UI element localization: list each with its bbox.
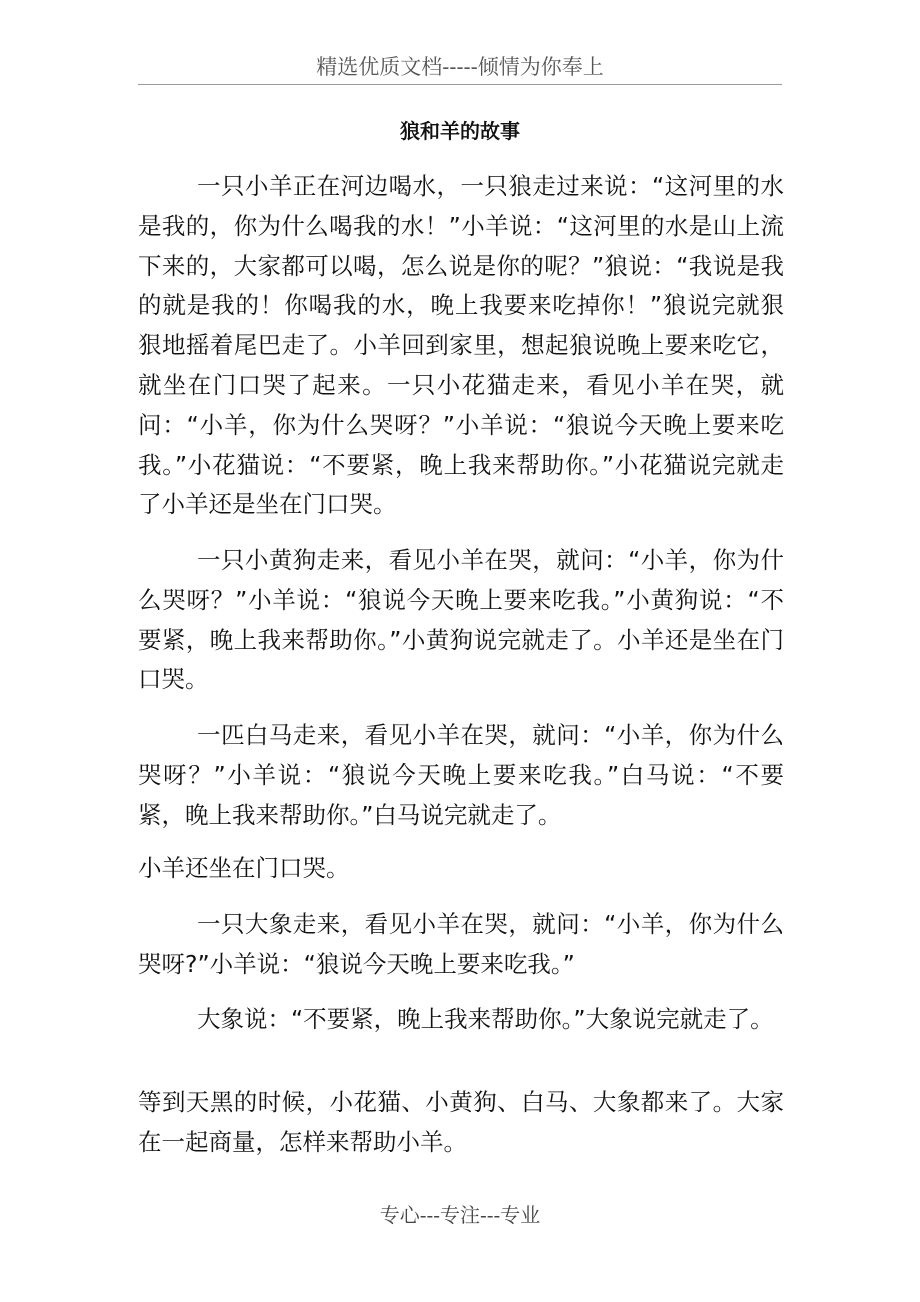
- page-footer: 专心---专注---专业: [379, 1203, 541, 1227]
- paragraph-4: 小羊还坐在门口哭。: [138, 854, 350, 882]
- paragraph-5: 一只大象走来，看见小羊在哭，就问：“小羊，你为什么哭呀?”小羊说：“狼说今天晚上要来吃我。”: [138, 910, 784, 978]
- paragraph-1: 一只小羊正在河边喝水，一只狼走过来说：“这河里的水是我的，你为什么喝我的水！”小羊说：“这河里的水是山上流下来的，大家都可以喝，怎么说是你的呢？”狼说：“我说是我的就是我的！你喝我的水，晚上我要来吃掉你！”狼说完就狠狠地摇着尾巴走了。小羊回到家里，想起狼说晚上要来吃它，就坐在门口哭了起来。一只小花猫走来，看见小羊在哭，就问：“小羊，你为什么哭呀？”小羊说：“狼说今天晚上要来吃我。”小花猫说：“不要紧，晚上我来帮助你。”小花猫说完就走了小羊还是坐在门口哭。: [138, 172, 784, 519]
- document-title: 狼和羊的故事: [400, 119, 520, 143]
- page-header: 精选优质文档-----倾情为你奉上: [138, 52, 782, 85]
- paragraph-7: 等到天黑的时候，小花猫、小黄狗、白马、大象都来了。大家在一起商量，怎样来帮助小羊。: [138, 1088, 784, 1156]
- paragraph-2: 一只小黄狗走来，看见小羊在哭，就问：“小羊，你为什么哭呀？”小羊说：“狼说今天晚上要来吃我。”小黄狗说：“不要紧，晚上我来帮助你。”小黄狗说完就走了。小羊还是坐在门口哭。: [138, 546, 784, 694]
- paragraph-3: 一匹白马走来，看见小羊在哭，就问：“小羊，你为什么哭呀？”小羊说：“狼说今天晚上要来吃我。”白马说：“不要紧，晚上我来帮助你。”白马说完就走了。: [138, 721, 784, 829]
- paragraph-6: 大象说：“不要紧，晚上我来帮助你。”大象说完就走了。: [197, 1005, 774, 1033]
